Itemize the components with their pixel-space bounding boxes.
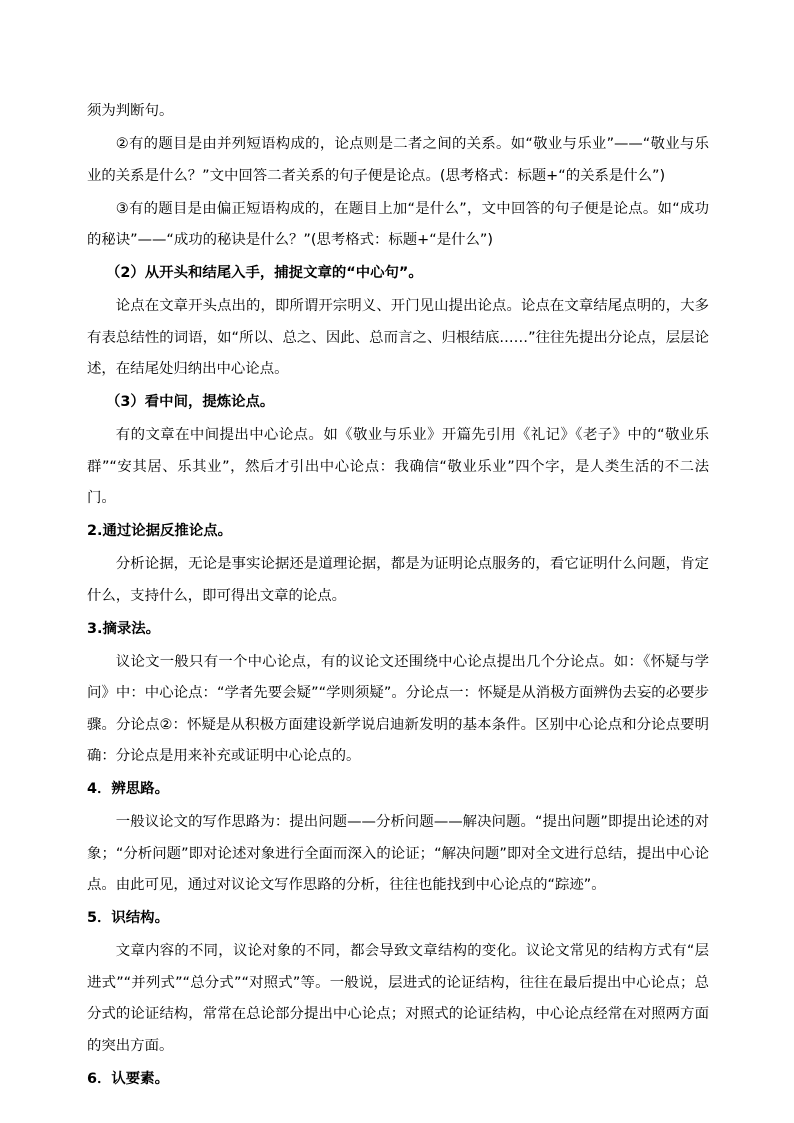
paragraph-continuation: 须为判断句。 [87,103,174,119]
paragraph-thinking: 一般议论文的写作思路为：提出问题——分析问题——解决问题。“提出问题”即提出论述的对象；“分析问题”即对论述对象进行全面而深入的论证；“解决问题”即对全文进行总结，提出中心论点。由此可见，通过对议论文写作思路的分析，往往也能找到中心论点的“踪迹”。 [87,814,709,893]
paragraph-excerpt: 议论文一般只有一个中心论点，有的议论文还围绕中心论点提出几个分论点。如：《怀疑与学问》中：中心论点：“学者先要会疑”“学则须疑”。分论点一：怀疑是从消极方面辨伪去妄的必要步骤。分论点②：怀疑是从积极方面建设新学说启迪新发明的基本条件。区别中心论点和分论点要明确：分论点是用来补充或证明中心论点的。 [87,653,709,764]
heading-thinking: 4．辨思路。 [87,781,169,797]
paragraph-evidence: 分析论据，无论是事实论据还是道理论据，都是为证明论点服务的，看它证明什么问题，肯定什么，支持什么，即可得出文章的论点。 [87,556,709,604]
subheading-opening-ending: （2）从开头和结尾入手，捕捉文章的“中心句”。 [106,265,423,281]
subheading-middle: （3）看中间，提炼论点。 [106,394,275,410]
paragraph-middle: 有的文章在中间提出中心论点。如《敬业与乐业》开篇先引用《礼记》《老子》中的“敬业乐群”“安其居、乐其业”，然后才引出中心论点：我确信“敬业乐业”四个字，是人类生活的不二法门。 [87,427,709,506]
paragraph-parallel-phrase-title: ②有的题目是由并列短语构成的，论点则是二者之间的关系。如“敬业与乐业”——“敬业与乐业的关系是什么？”文中回答二者关系的句子便是论点。(思考格式：标题+“的关系是什么”) [87,136,709,184]
heading-excerpt: 3.摘录法。 [87,620,161,637]
heading-elements: 6．认要素。 [87,1070,169,1087]
paragraph-modifier-phrase-title: ③有的题目是由偏正短语构成的，在题目上加“是什么”，文中回答的句子便是论点。如“成功的秘诀”——“成功的秘诀是什么？”(思考格式：标题+“是什么”) [87,200,709,248]
heading-structure: 5．识结构。 [87,910,169,926]
document-page [87,96,709,1097]
heading-evidence: 2.通过论据反推论点。 [87,523,232,539]
paragraph-structure: 文章内容的不同，议论对象的不同，都会导致文章结构的变化。议论文常见的结构方式有“层进式”“并列式”“总分式”“对照式”等。一般说，层进式的论证结构，往往在最后提出中心论点；总分式的论证结构，常常在总论部分提出中心论点；对照式的论证结构，中心论点经常在对照两方面的突出方面。 [87,943,709,1054]
paragraph-opening-ending: 论点在文章开头点出的，即所谓开宗明义、开门见山提出论点。论点在文章结尾点明的，大多有表总结性的词语，如“所以、总之、因此、总而言之、归根结底……”往往先提出分论点，层层论述，在结尾处归纳出中心论点。 [87,298,709,377]
